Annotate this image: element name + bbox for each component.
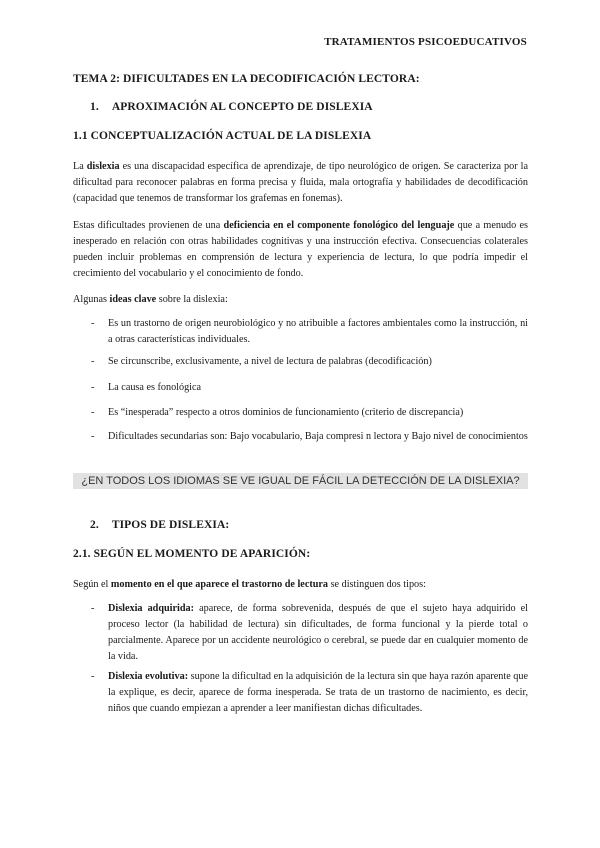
page-header-title: TRATAMIENTOS PSICOEDUCATIVOS: [324, 36, 527, 48]
intro-text-c: se distinguen dos tipos:: [328, 579, 426, 590]
term-dislexia-evolutiva: Dislexia evolutiva:: [108, 671, 189, 682]
section1-subtitle: 1.1 CONCEPTUALIZACIÓN ACTUAL DE LA DISLEXIA: [73, 130, 372, 142]
list-item-text: Es “inesperada” respecto a otros dominios de funcionamiento (criterio de discrepancia): [108, 407, 464, 418]
p1-text-c: es una discapacidad específica de aprendizaje, de tipo neurológico de origen. Se caracteriza por la dificultad para reconocer palabras en forma precisa y fluida, mala ortografía y habilidades de decodificación (capacidad que tenemos de transformar los grafemas en fonemas).: [73, 161, 528, 204]
section1-number: 1.: [90, 101, 99, 113]
list-item: [91, 405, 528, 421]
list-item: [91, 669, 528, 717]
paragraph-ideas-clave: [73, 292, 528, 308]
section2-number: 2.: [90, 519, 99, 531]
bullet-dash: -: [91, 431, 95, 442]
p3-bold: ideas clave: [109, 294, 157, 305]
section2-title: TIPOS DE DISLEXIA:: [111, 519, 230, 531]
paragraph-dificultades: [73, 218, 528, 282]
bullet-dash: -: [91, 318, 95, 329]
p1-bold: dislexia: [86, 161, 120, 172]
list-item-text: Es un trastorno de origen neurobiológico y no atribuible a factores ambientales como la instrucción, ni a otras características individuales.: [108, 318, 528, 345]
paragraph-tipos-intro: [73, 577, 528, 593]
list-item-text: La causa es fonológica: [108, 382, 202, 393]
list-item-text: Se circunscribe, exclusivamente, a nivel de lectura de palabras (decodificación): [108, 356, 432, 367]
p2-text-a: Estas dificultades provienen de una: [73, 220, 224, 231]
section2-subtitle: 2.1. SEGÚN EL MOMENTO DE APARICIÓN:: [73, 548, 311, 560]
list-item-text: Dificultades secundarias son: Bajo vocabulario, Baja compresi n lectora y Bajo nivel de conocimientos: [108, 431, 528, 442]
intro-bold: momento en el que aparece el trastorno de lectura: [110, 579, 329, 590]
list-item: [91, 380, 528, 396]
bullet-dash: -: [91, 603, 95, 614]
list-item: [91, 354, 528, 370]
highlighted-question: ¿EN TODOS LOS IDIOMAS SE VE IGUAL DE FÁCIL LA DETECCIÓN DE LA DISLEXIA?: [73, 473, 528, 489]
p2-text-c: que a menudo es inesperado en relación con otras habilidades cognitivas y una instrucción efectiva. Consecuencias colaterales pueden incluir problemas en comprensión de lectura y experiencia de lectura, lo que podría impedir el crecimiento del vocabulario y el conocimiento de fondo.: [73, 220, 529, 279]
bullet-dash: -: [91, 407, 95, 418]
list-item: [91, 429, 528, 445]
bullet-dash: -: [91, 671, 95, 682]
p2-bold: deficiencia en el componente fonológico del lenguaje: [223, 220, 455, 231]
bullet-dash: -: [91, 356, 95, 367]
intro-text-a: Según el: [73, 579, 111, 590]
section2-heading: [90, 519, 229, 531]
list-item-text: supone la dificultad en la adquisición de la lectura sin que haya razón aparente que la explique, es decir, aparece de forma inesperada. Se trata de un trastorno de nacimiento, es decir, niños que cuando empiezan a aprender a leer manifiestan dichas dificultades.: [108, 671, 528, 714]
p3-text-c: sobre la dislexia:: [156, 294, 228, 305]
list-item: [91, 601, 528, 665]
p3-text-a: Algunas: [73, 294, 110, 305]
tema-title: TEMA 2: DIFICULTADES EN LA DECODIFICACIÓN LECTORA:: [73, 73, 420, 85]
paragraph-dislexia-definition: [73, 159, 528, 207]
list-item-text: aparece, de forma sobrevenida, después de que el sujeto haya adquirido el proceso lector (la habilidad de lectura) sin dificultades, de forma funcional y la pierde total o parcialmente. Aparece por un accidente neurológico o cerebral, se puede dar en cualquier momento de la vida.: [108, 603, 528, 662]
bullet-dash: -: [91, 382, 95, 393]
term-dislexia-adquirida: Dislexia adquirida:: [108, 603, 195, 614]
p1-text-a: La: [73, 161, 87, 172]
section1-heading: [90, 101, 373, 113]
section1-title: APROXIMACIÓN AL CONCEPTO DE DISLEXIA: [111, 101, 373, 113]
list-item: [91, 316, 528, 348]
